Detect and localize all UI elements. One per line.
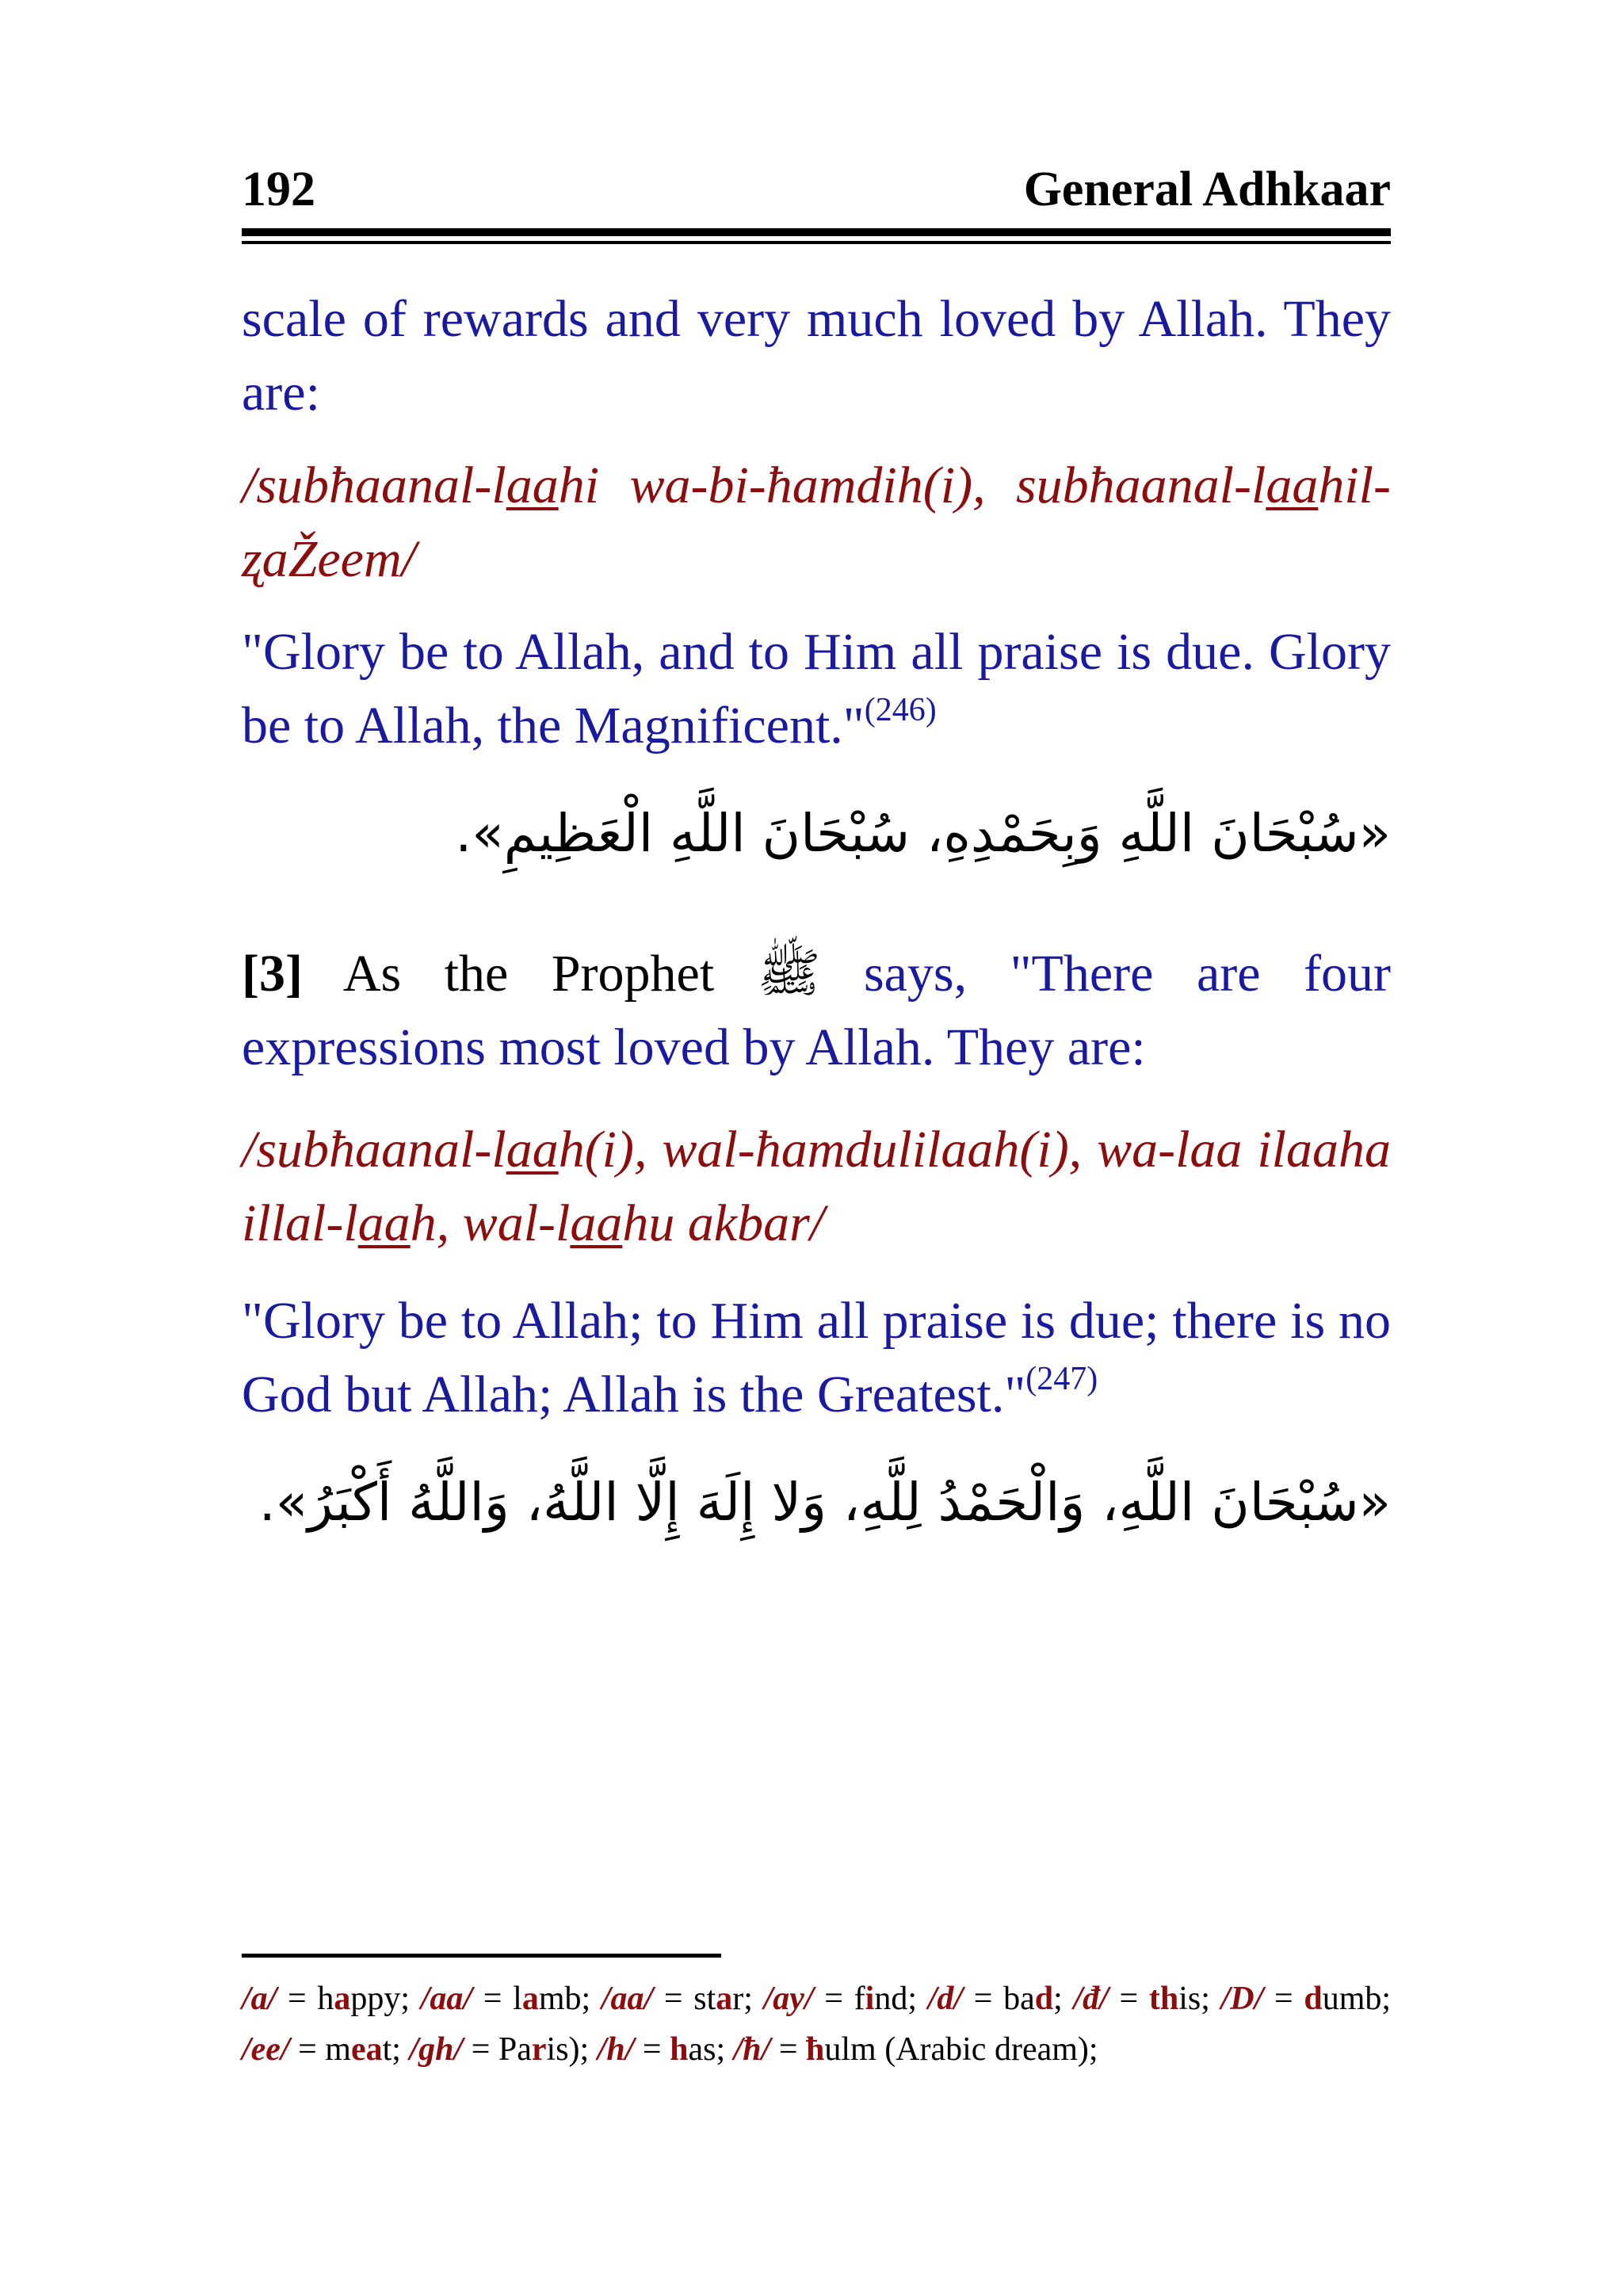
footnote-entry: [1073, 1981, 1220, 2017]
footnote-rest: ulm (Arabic dream);: [824, 2031, 1098, 2068]
paragraph-hadith-3: [242, 937, 1391, 1084]
footnote-entry: [409, 2031, 597, 2068]
footnote-equals: = l: [472, 1981, 522, 2017]
footnote-highlight: i: [865, 1981, 875, 2017]
footnote-equals: = f: [813, 1981, 865, 2017]
footnote-entry: [1221, 1981, 1391, 2017]
footnote-rest: r;: [732, 1981, 764, 2017]
footnote-equals: =: [1108, 1981, 1149, 2017]
footnote-key: /a/: [242, 1981, 277, 2017]
footnote-rest: is);: [546, 2031, 598, 2068]
translit-1-part: /subħaanal-l: [242, 457, 506, 514]
footnote-equals: =: [1263, 1981, 1304, 2017]
footnote-equals: = ba: [963, 1981, 1035, 2017]
translit-1-part: hil-ʐaŽeem/: [242, 457, 1391, 588]
translation-1-text: "Glory be to Allah, and to Him all praise is due. Glory be to Allah, the Magnificent.": [242, 623, 1391, 755]
footnote-key: /aa/: [601, 1981, 654, 2017]
header-rule-thick: [242, 228, 1391, 236]
footnote-rest: mb;: [538, 1981, 601, 2017]
header-rule-thin: [242, 241, 1391, 244]
footnote-equals: = m: [289, 2031, 351, 2068]
translit-2-part: hu akbar/: [622, 1194, 825, 1252]
footnote-rest: is;: [1178, 1981, 1221, 2017]
footnote-rest: t;: [382, 2031, 410, 2068]
footnote-equals: =: [634, 2031, 670, 2068]
footnote-highlight: ħ: [806, 2031, 825, 2068]
footnote-entry: [734, 2031, 1098, 2068]
footnote-equals: = Pa: [463, 2031, 532, 2068]
translit-2-part: h(i), wal-ħamdulilaah(i), wa-laa ilaaha illal-l: [242, 1121, 1391, 1252]
footnote-highlight: d: [1304, 1981, 1323, 2017]
footnote-key: /đ/: [1073, 1981, 1109, 2017]
footnote-ref-246: (246): [864, 692, 937, 728]
footnote-highlight: d: [1034, 1981, 1054, 2017]
translit-2-part: h, wal-l: [410, 1194, 571, 1252]
footnote-key: /ħ/: [733, 2031, 771, 2068]
footnote-highlight: a: [716, 1981, 733, 2017]
footnote-entry: [242, 1981, 421, 2017]
translit-2-underlined: aa: [357, 1194, 411, 1252]
footnote-key: /aa/: [420, 1981, 473, 2017]
footnote-entry: [421, 1981, 601, 2017]
transliteration-key-footnote: [242, 1973, 1391, 2075]
footnote-rest: umb;: [1322, 1981, 1392, 2017]
footnote-entry: [242, 2031, 409, 2068]
hadith-3-text: says, "There are four expressions most loved by Allah. They are:: [242, 945, 1391, 1076]
footnote-ref-247: (247): [1025, 1361, 1098, 1397]
translation-2: [242, 1284, 1391, 1431]
arabic-text-1: «سُبْحَانَ اللَّهِ وَبِحَمْدِهِ، سُبْحَانَ اللَّهِ الْعَظِيمِ».: [455, 803, 1391, 864]
transliteration-1: [242, 449, 1391, 596]
footnote-entry: [764, 1981, 928, 2017]
footnote-rest: nd;: [874, 1981, 928, 2017]
footnote-key: /D/: [1220, 1981, 1264, 2017]
footnote-highlight: th: [1148, 1981, 1179, 2017]
translit-2-underlined: aa: [570, 1194, 623, 1252]
paragraph-continuation: scale of rewards and very much loved by Allah. They are:: [242, 290, 1391, 422]
translation-2-text: "Glory be to Allah; to Him all praise is due; there is no God but Allah; Allah is the Greatest.": [242, 1292, 1391, 1423]
item-number: [3]: [242, 945, 303, 1003]
footnote-entry: [601, 1981, 764, 2017]
translit-1-part: hi wa-bi-ħamdih(i), subħaanal-l: [558, 457, 1266, 514]
page-header: [242, 151, 1391, 214]
footnote-key: /d/: [927, 1981, 964, 2017]
footnote-entry: [598, 2031, 734, 2068]
footnote-highlight: a: [334, 1981, 351, 2017]
honorific-icon: ﷺ: [757, 945, 821, 1003]
page-number: 192: [242, 162, 315, 216]
footnote-key: /ee/: [242, 2031, 290, 2068]
footnote-rest: ;: [1053, 1981, 1074, 2017]
footnote-key: /gh/: [409, 2031, 464, 2068]
hadith-3-text: As the Prophet: [302, 945, 758, 1003]
footnote-rest: ppy;: [350, 1981, 421, 2017]
footnote-highlight: r: [531, 2031, 547, 2068]
footnote-rest: as;: [688, 2031, 734, 2068]
footnote-highlight: h: [670, 2031, 689, 2068]
translation-1: [242, 615, 1391, 762]
translit-1-underlined: aa: [1266, 457, 1319, 514]
footnote-key: /ay/: [763, 1981, 814, 2017]
footnote-highlight: ea: [350, 2031, 383, 2068]
running-title: General Adhkaar: [1023, 162, 1391, 216]
footnote-equals: = h: [277, 1981, 334, 2017]
footnote-equals: = st: [653, 1981, 716, 2017]
footnote-highlight: a: [521, 1981, 539, 2017]
footnote-entry: [928, 1981, 1074, 2017]
translit-1-underlined: aa: [506, 457, 559, 514]
arabic-text-2: «سُبْحَانَ اللَّهِ، وَالْحَمْدُ لِلَّهِ، وَلا إِلَهَ إِلَّا اللَّهُ، وَاللَّهُ أَكْبَرُ».: [258, 1472, 1391, 1533]
footnote-separator: [242, 1954, 721, 1958]
transliteration-2: [242, 1113, 1391, 1260]
page: [242, 151, 1392, 2068]
translit-2-underlined: aa: [506, 1121, 559, 1179]
translit-2-part: /subħaanal-l: [242, 1121, 506, 1179]
footnote-key: /h/: [597, 2031, 635, 2068]
footnote-equals: =: [770, 2031, 806, 2068]
